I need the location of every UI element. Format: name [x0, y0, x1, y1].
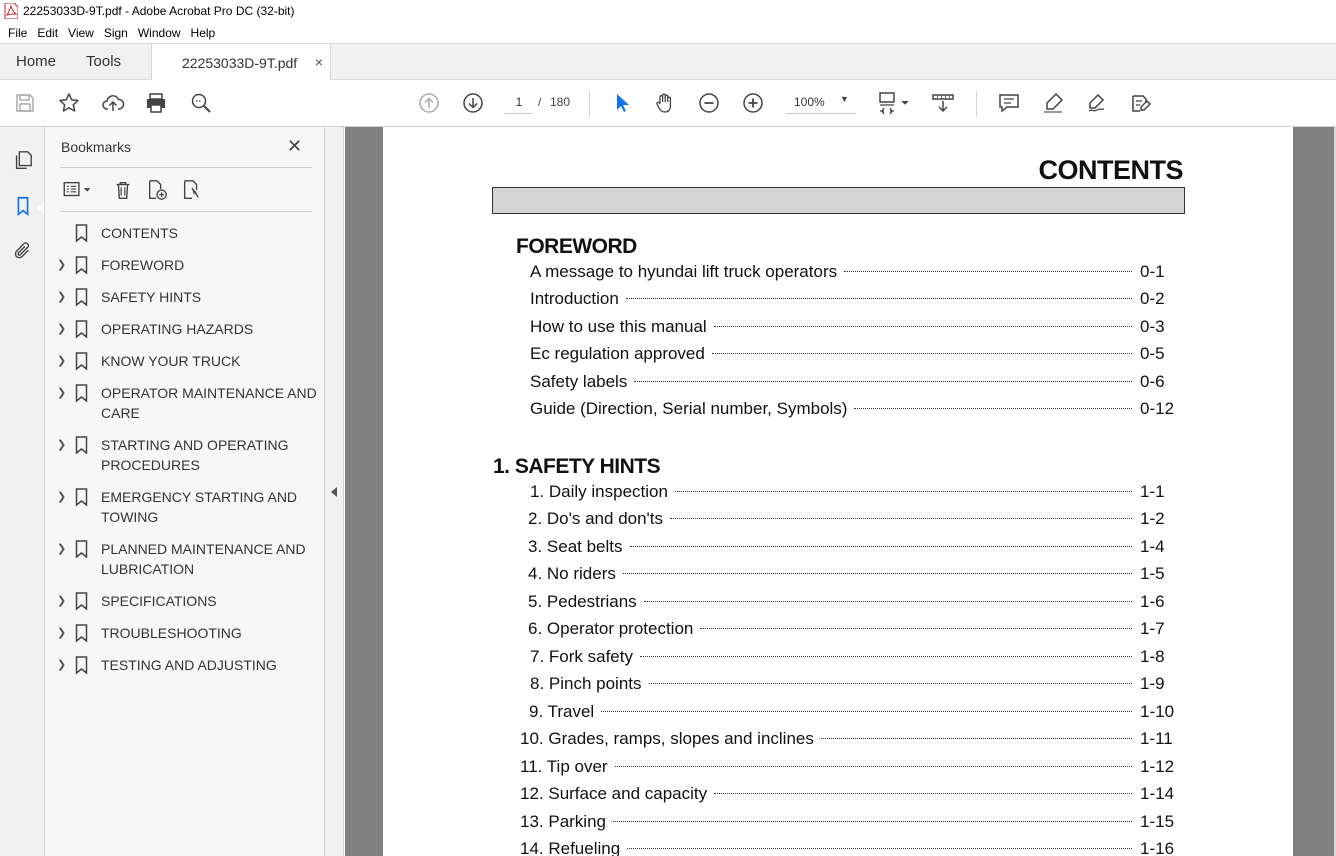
acrobat-pdf-icon: [4, 3, 18, 19]
bookmark-label: EMERGENCY STARTING AND TOWING: [101, 489, 298, 525]
tab-document-label: 22253033D-9T.pdf: [182, 54, 298, 71]
chevron-right-icon[interactable]: ❯: [57, 387, 67, 399]
page-separator: /: [538, 95, 542, 109]
star-bookmark-icon[interactable]: [56, 90, 82, 116]
title-bar: [0, 0, 1336, 22]
chevron-right-icon[interactable]: ❯: [57, 323, 67, 335]
collapse-arrow-icon: [331, 487, 337, 497]
comment-icon[interactable]: [996, 90, 1022, 116]
bookmark-item-specifications[interactable]: [45, 591, 325, 611]
bookmark-item-foreword[interactable]: [45, 255, 325, 275]
panel-collapse-handle[interactable]: [325, 127, 344, 856]
bookmark-flag-icon: [73, 655, 89, 675]
menu-bar: [0, 22, 1336, 43]
bookmark-flag-icon: [73, 591, 89, 611]
toc-entry: 9. Travel 1-10: [529, 702, 1175, 721]
title-underline-bar: [492, 187, 1185, 214]
bookmark-flag-icon: [73, 255, 89, 275]
tab-home[interactable]: Home: [16, 53, 57, 70]
bookmark-label: PLANNED MAINTENANCE AND LUBRICATION: [101, 541, 306, 577]
bookmark-options-icon[interactable]: [59, 177, 97, 203]
expand-spacer: [57, 223, 69, 243]
toc-entry: 12. Surface and capacity 1-14: [520, 784, 1175, 803]
chevron-right-icon[interactable]: ❯: [57, 355, 67, 367]
left-navigation-rail: [0, 127, 45, 856]
chevron-right-icon[interactable]: ❯: [57, 595, 67, 607]
toc-entry: 6. Operator protection 1-7: [528, 619, 1165, 638]
bookmark-item-contents[interactable]: [45, 223, 325, 243]
find-bookmark-icon[interactable]: [179, 177, 205, 203]
bookmarks-panel-title: Bookmarks: [61, 139, 132, 155]
bookmark-label: FOREWORD: [101, 257, 185, 273]
chevron-right-icon[interactable]: ❯: [57, 627, 67, 639]
bookmark-item-operating-hazards[interactable]: [45, 319, 325, 339]
close-tab-icon[interactable]: ×: [314, 54, 323, 70]
document-viewport[interactable]: [345, 127, 1336, 856]
bookmark-flag-icon: [73, 287, 89, 307]
zoom-value: 100%: [794, 95, 825, 109]
chevron-right-icon[interactable]: ❯: [57, 259, 67, 271]
tab-document[interactable]: [151, 44, 331, 81]
bookmark-item-planned-maintenance[interactable]: [45, 539, 325, 579]
bookmarks-panel-icon[interactable]: [10, 193, 36, 219]
toc-entry: Guide (Direction, Serial number, Symbols) 0-12: [530, 399, 1175, 418]
redact-tool-icon[interactable]: [1128, 90, 1154, 116]
toc-entry: 13. Parking 1-15: [520, 812, 1175, 831]
page-fit-icon[interactable]: [874, 90, 912, 116]
find-zoom-icon[interactable]: [188, 90, 214, 116]
toc-entry: 5. Pedestrians 1-6: [528, 592, 1165, 611]
panel-divider: [60, 167, 312, 168]
save-icon[interactable]: [12, 90, 38, 116]
bookmark-list: [45, 223, 325, 687]
new-bookmark-icon[interactable]: [144, 177, 170, 203]
panel-divider: [60, 211, 312, 212]
chevron-right-icon[interactable]: ❯: [57, 291, 67, 303]
active-panel-marker: [37, 202, 44, 214]
bookmark-label: CONTENTS: [101, 225, 178, 241]
highlight-pen-icon[interactable]: [1040, 90, 1066, 116]
close-panel-icon[interactable]: ✕: [287, 136, 303, 156]
toc-entry: Ec regulation approved 0-5: [530, 344, 1165, 363]
bookmark-label: OPERATING HAZARDS: [101, 321, 254, 337]
toc-entry: 10. Grades, ramps, slopes and inclines 1-11: [520, 729, 1173, 748]
toolbar-divider: [976, 91, 977, 117]
bookmark-item-testing-adjusting[interactable]: [45, 655, 325, 675]
toc-entry: 11. Tip over 1-12: [520, 757, 1175, 776]
bookmark-flag-icon: [73, 383, 89, 403]
zoom-out-icon[interactable]: [696, 90, 722, 116]
toc-entry: 4. No riders 1-5: [528, 564, 1165, 583]
section-heading-safety-hints: 1. SAFETY HINTS: [493, 455, 661, 478]
toc-entry: A message to hyundai lift truck operators 0-1: [530, 262, 1165, 281]
next-page-icon[interactable]: [460, 90, 486, 116]
print-icon[interactable]: [143, 90, 169, 116]
scroll-mode-icon[interactable]: [930, 90, 956, 116]
bookmark-item-operator-maintenance[interactable]: [45, 383, 325, 423]
page-number-input[interactable]: [505, 90, 533, 114]
bookmark-item-starting-operating[interactable]: [45, 435, 325, 475]
zoom-in-icon[interactable]: [740, 90, 766, 116]
bookmark-item-know-your-truck[interactable]: [45, 351, 325, 371]
page-thumbnails-icon[interactable]: [10, 147, 36, 173]
chevron-right-icon[interactable]: ❯: [57, 439, 67, 451]
toolbar-divider: [589, 91, 590, 117]
toc-entry: 8. Pinch points 1-9: [530, 674, 1165, 693]
bookmark-flag-icon: [73, 539, 89, 559]
menu-file[interactable]: File: [8, 25, 28, 40]
bookmark-label: KNOW YOUR TRUCK: [101, 353, 241, 369]
bookmark-flag-icon: [73, 435, 89, 455]
bookmark-flag-icon: [73, 487, 89, 507]
bookmark-item-emergency-starting[interactable]: [45, 487, 325, 527]
toc-entry: 1. Daily inspection 1-1: [530, 482, 1165, 501]
toc-entry: 7. Fork safety 1-8: [530, 647, 1165, 666]
select-cursor-icon[interactable]: [608, 90, 634, 116]
page-title: CONTENTS: [1038, 155, 1183, 185]
previous-page-icon[interactable]: [416, 90, 442, 116]
bookmark-flag-icon: [73, 319, 89, 339]
zoom-level-select[interactable]: [786, 90, 856, 114]
toc-entry: How to use this manual 0-3: [530, 317, 1165, 336]
chevron-down-icon: ▼: [840, 94, 849, 104]
window-title: 22253033D-9T.pdf - Adobe Acrobat Pro DC (32-bit): [23, 4, 295, 18]
menu-edit[interactable]: Edit: [37, 25, 59, 40]
bookmark-label: STARTING AND OPERATING PROCEDURES: [101, 437, 289, 473]
delete-bookmark-icon[interactable]: [110, 177, 136, 203]
page-count: 180: [550, 95, 571, 109]
bookmarks-panel: [45, 127, 325, 856]
upload-cloud-icon[interactable]: [100, 90, 126, 116]
menu-help[interactable]: Help: [190, 25, 216, 40]
bookmark-flag-icon: [73, 351, 89, 371]
bookmark-flag-icon: [73, 623, 89, 643]
menu-window[interactable]: Window: [137, 25, 181, 40]
menu-sign[interactable]: Sign: [103, 25, 128, 40]
section-heading-foreword: FOREWORD: [516, 235, 637, 258]
menu-view[interactable]: View: [68, 25, 94, 40]
chevron-right-icon[interactable]: ❯: [57, 491, 67, 503]
hand-tool-icon[interactable]: [652, 90, 678, 116]
bookmark-label: TESTING AND ADJUSTING: [101, 657, 277, 673]
chevron-right-icon[interactable]: ❯: [57, 543, 67, 555]
bookmark-label: TROUBLESHOOTING: [101, 625, 242, 641]
tab-tools[interactable]: Tools: [86, 53, 122, 70]
bookmark-label: SPECIFICATIONS: [101, 593, 217, 609]
bookmark-item-safety-hints[interactable]: [45, 287, 325, 307]
toc-entry: 14. Refueling 1-16: [520, 839, 1175, 856]
sign-pen-icon[interactable]: [1084, 90, 1110, 116]
attachments-paperclip-icon[interactable]: [10, 239, 36, 265]
bookmark-label: OPERATOR MAINTENANCE AND CARE: [101, 385, 317, 421]
toc-entry: 3. Seat belts 1-4: [528, 537, 1165, 556]
toc-entry: Introduction 0-2: [530, 289, 1165, 308]
bookmark-label: SAFETY HINTS: [101, 289, 202, 305]
toc-entry: Safety labels 0-6: [530, 372, 1165, 391]
pdf-page: [383, 127, 1293, 856]
tab-bar: [0, 43, 1336, 80]
bookmark-item-troubleshooting[interactable]: [45, 623, 325, 643]
chevron-right-icon[interactable]: ❯: [57, 659, 67, 671]
bookmark-flag-icon: [73, 223, 89, 243]
toc-entry: 2. Do's and don'ts 1-2: [528, 509, 1165, 528]
